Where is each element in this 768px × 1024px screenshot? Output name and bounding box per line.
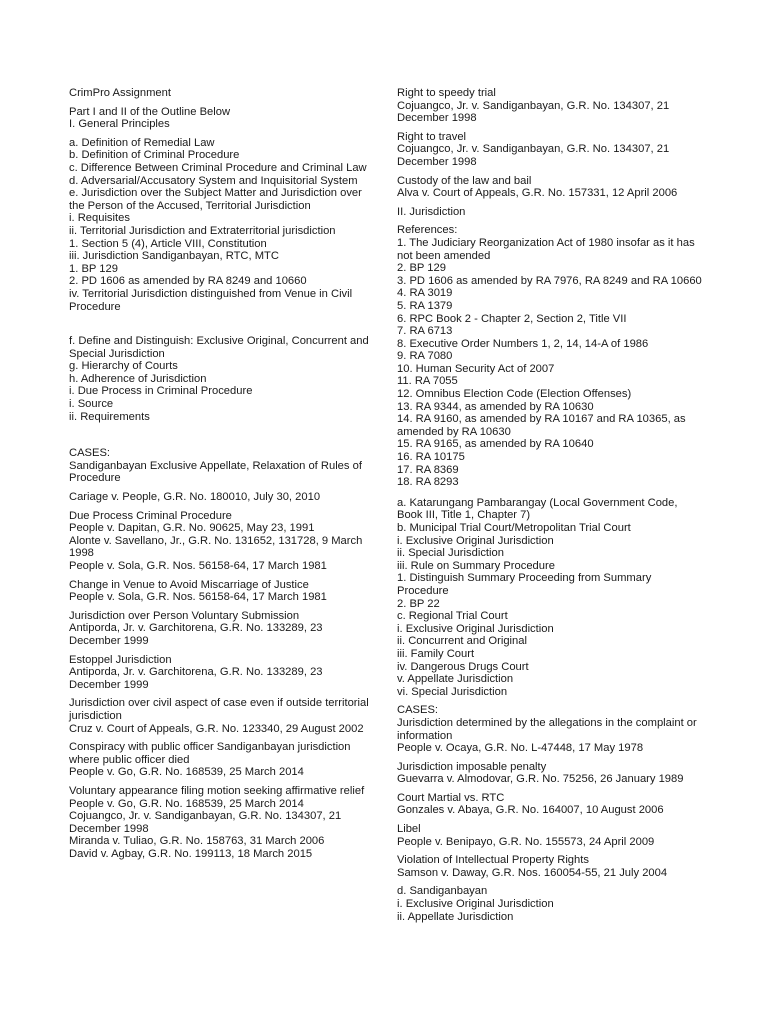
text-line: 2. BP 129 xyxy=(397,262,446,275)
text-line: a. Katarungang Pambarangay (Local Government Code, Book III, Title 1, Chapter 7) xyxy=(397,496,678,522)
text-block xyxy=(69,491,374,504)
text-line: Alva v. Court of Appeals, G.R. No. 157331, 12 April 2006 xyxy=(397,187,678,200)
text-line: Right to travel xyxy=(397,130,467,143)
text-line: b. Definition of Criminal Procedure xyxy=(69,149,240,162)
text-line: 10. Human Security Act of 2007 xyxy=(397,362,555,375)
text-line: Antiporda, Jr. v. Garchitorena, G.R. No. 133289, 23 December 1999 xyxy=(69,622,323,647)
text-line: 1. Distinguish Summary Proceeding from Summary Procedure xyxy=(397,572,652,597)
text-line: 9. RA 7080 xyxy=(397,350,453,363)
text-line: People v. Sola, G.R. Nos. 56158-64, 17 March 1981 xyxy=(69,560,327,572)
text-block xyxy=(69,137,374,313)
text-block xyxy=(397,885,702,923)
text-line: Sandiganbayan Exclusive Appellate, Relaxation of Rules of Procedure xyxy=(69,459,362,485)
text-line: Violation of Intellectual Property Rights xyxy=(397,854,589,867)
text-block xyxy=(69,741,374,779)
text-line: Cruz v. Court of Appeals, G.R. No. 123340, 29 August 2002 xyxy=(69,722,364,735)
text-line: iii. Family Court xyxy=(397,647,475,660)
text-line: c. Difference Between Criminal Procedure and Criminal Law xyxy=(69,161,367,174)
text-line: Gonzales v. Abaya, G.R. No. 164007, 10 August 2006 xyxy=(397,804,664,817)
text-line: People v. Sola, G.R. Nos. 56158-64, 17 March 1981 xyxy=(69,591,327,604)
text-line: Samson v. Daway, G.R. Nos. 160054-55, 21 July 2004 xyxy=(397,866,668,879)
text-line: 1. BP 129 xyxy=(69,262,118,275)
text-block xyxy=(69,335,374,423)
text-line: 13. RA 9344, as amended by RA 10630 xyxy=(397,400,594,413)
text-block xyxy=(397,854,702,879)
text-line: 7. RA 6713 xyxy=(397,325,453,338)
text-line: 1. The Judiciary Reorganization Act of 1980 insofar as it has not been amended xyxy=(397,236,695,262)
text-line: 5. RA 1379 xyxy=(397,299,453,312)
text-line: Cariage v. People, G.R. No. 180010, July 30, 2010 xyxy=(69,491,321,504)
text-line: ii. Requirements xyxy=(69,410,150,423)
text-block xyxy=(397,175,702,200)
text-block xyxy=(69,106,374,131)
text-block xyxy=(397,87,702,125)
text-line: 2. BP 22 xyxy=(397,597,440,610)
text-block xyxy=(69,654,374,692)
text-line: Libel xyxy=(397,823,421,836)
text-line: b. Municipal Trial Court/Metropolitan Trial Court xyxy=(397,522,631,534)
text-line: Part I and II of the Outline Below xyxy=(69,105,231,118)
text-line: iii. Jurisdiction Sandiganbayan, RTC, MTC xyxy=(69,250,279,263)
text-line: 17. RA 8369 xyxy=(397,463,459,476)
text-line: a. Definition of Remedial Law xyxy=(69,136,215,149)
text-line: e. Jurisdiction over the Subject Matter and Jurisdiction over the Person of the Accused, Territorial Jurisdiction xyxy=(69,187,362,212)
text-line: Jurisdiction over Person Voluntary Submission xyxy=(69,609,300,622)
text-block xyxy=(69,87,374,100)
text-block xyxy=(397,823,702,848)
text-block xyxy=(397,761,702,786)
text-line: 14. RA 9160, as amended by RA 10167 and RA 10365, as amended by RA 10630 xyxy=(397,413,686,438)
text-line: CASES: xyxy=(397,704,439,717)
text-line: i. Requisites xyxy=(69,212,130,225)
text-line: CASES: xyxy=(69,447,111,460)
text-line: i. Exclusive Original Jurisdiction xyxy=(397,898,554,911)
text-line: David v. Agbay, G.R. No. 199113, 18 March 2015 xyxy=(69,847,313,860)
text-block xyxy=(397,497,702,699)
text-line: Voluntary appearance filing motion seeking affirmative relief xyxy=(69,784,365,797)
text-line: Antiporda, Jr. v. Garchitorena, G.R. No. 133289, 23 December 1999 xyxy=(69,666,323,691)
right-column xyxy=(397,87,702,923)
text-line: vi. Special Jurisdiction xyxy=(397,685,508,698)
text-line: 4. RA 3019 xyxy=(397,287,453,300)
text-line: v. Appellate Jurisdiction xyxy=(397,673,514,686)
text-block xyxy=(397,206,702,219)
text-line: People v. Dapitan, G.R. No. 90625, May 23, 1991 xyxy=(69,522,315,535)
text-line: 6. RPC Book 2 - Chapter 2, Section 2, Title VII xyxy=(397,312,627,325)
text-block xyxy=(397,224,702,488)
text-line: 2. PD 1606 as amended by RA 8249 and 10660 xyxy=(69,275,307,288)
text-line: i. Due Process in Criminal Procedure xyxy=(69,385,253,398)
text-line: ii. Appellate Jurisdiction xyxy=(397,910,514,923)
text-line: CrimPro Assignment xyxy=(69,87,171,99)
text-line: 18. RA 8293 xyxy=(397,476,459,489)
text-line: Guevarra v. Almodovar, G.R. No. 75256, 26 January 1989 xyxy=(397,773,684,786)
text-line: Jurisdiction determined by the allegations in the complaint or information xyxy=(397,716,697,742)
text-line: 11. RA 7055 xyxy=(397,375,458,388)
text-line: iv. Dangerous Drugs Court xyxy=(397,660,529,673)
text-block xyxy=(397,704,702,754)
text-block xyxy=(69,610,374,648)
text-block xyxy=(69,785,374,861)
text-line: f. Define and Distinguish: Exclusive Original, Concurrent and Special Jurisdiction xyxy=(69,335,369,360)
text-line: ii. Territorial Jurisdiction and Extraterritorial jurisdiction xyxy=(69,224,336,237)
text-line: Miranda v. Tuliao, G.R. No. 158763, 31 March 2006 xyxy=(69,835,325,848)
text-line: g. Hierarchy of Courts xyxy=(69,360,178,373)
text-line: People v. Go, G.R. No. 168539, 25 March 2014 xyxy=(69,766,304,779)
text-line: I. General Principles xyxy=(69,118,170,131)
text-line: c. Regional Trial Court xyxy=(397,610,508,623)
text-line: References: xyxy=(397,224,458,237)
text-line: Jurisdiction imposable penalty xyxy=(397,760,547,773)
text-line: ii. Special Jurisdiction xyxy=(397,547,504,560)
text-line: Conspiracy with public officer Sandiganbayan jurisdiction where public officer died xyxy=(69,741,351,766)
text-line: ii. Concurrent and Original xyxy=(397,635,527,648)
text-line: iii. Rule on Summary Procedure xyxy=(397,559,555,572)
text-line: i. Exclusive Original Jurisdiction xyxy=(397,534,554,547)
text-line: Jurisdiction over civil aspect of case even if outside territorial jurisdiction xyxy=(69,697,369,722)
text-line: 12. Omnibus Election Code (Election Offenses) xyxy=(397,388,632,401)
left-column xyxy=(69,87,374,860)
text-line: People v. Ocaya, G.R. No. L-47448, 17 May 1978 xyxy=(397,742,644,755)
text-block xyxy=(69,579,374,604)
text-line: 3. PD 1606 as amended by RA 7976, RA 8249 and RA 10660 xyxy=(397,274,702,287)
text-line: Cojuangco, Jr. v. Sandiganbayan, G.R. No. 134307, 21 December 1998 xyxy=(397,99,670,125)
text-line: Alonte v. Savellano, Jr., G.R. No. 131652, 131728, 9 March 1998 xyxy=(69,534,363,560)
text-line: Right to speedy trial xyxy=(397,87,496,99)
text-block xyxy=(69,510,374,573)
text-line: iv. Territorial Jurisdiction distinguished from Venue in Civil Procedure xyxy=(69,287,353,313)
text-line: 8. Executive Order Numbers 1, 2, 14, 14-A of 1986 xyxy=(397,337,649,350)
text-block xyxy=(397,131,702,169)
text-line: h. Adherence of Jurisdiction xyxy=(69,372,207,385)
text-line: Due Process Criminal Procedure xyxy=(69,509,232,522)
text-block xyxy=(69,697,374,735)
text-line: 16. RA 10175 xyxy=(397,451,465,464)
text-line: 1. Section 5 (4), Article VIII, Constitution xyxy=(69,237,267,250)
text-line: Cojuangco, Jr. v. Sandiganbayan, G.R. No. 134307, 21 December 1998 xyxy=(69,810,342,835)
text-line: Custody of the law and bail xyxy=(397,174,532,187)
text-line: II. Jurisdiction xyxy=(397,205,466,218)
text-block xyxy=(397,792,702,817)
text-line: Estoppel Jurisdiction xyxy=(69,653,172,666)
text-line: d. Adversarial/Accusatory System and Inquisitorial System xyxy=(69,174,358,187)
text-line: i. Exclusive Original Jurisdiction xyxy=(397,622,554,635)
text-block xyxy=(69,447,374,485)
text-line: Cojuangco, Jr. v. Sandiganbayan, G.R. No. 134307, 21 December 1998 xyxy=(397,143,670,168)
text-line: Change in Venue to Avoid Miscarriage of Justice xyxy=(69,578,309,591)
text-line: Court Martial vs. RTC xyxy=(397,791,505,804)
text-line: 15. RA 9165, as amended by RA 10640 xyxy=(397,438,594,451)
text-line: i. Source xyxy=(69,398,114,411)
text-line: People v. Benipayo, G.R. No. 155573, 24 April 2009 xyxy=(397,835,655,848)
text-line: d. Sandiganbayan xyxy=(397,885,488,898)
text-line: People v. Go, G.R. No. 168539, 25 March 2014 xyxy=(69,797,304,810)
